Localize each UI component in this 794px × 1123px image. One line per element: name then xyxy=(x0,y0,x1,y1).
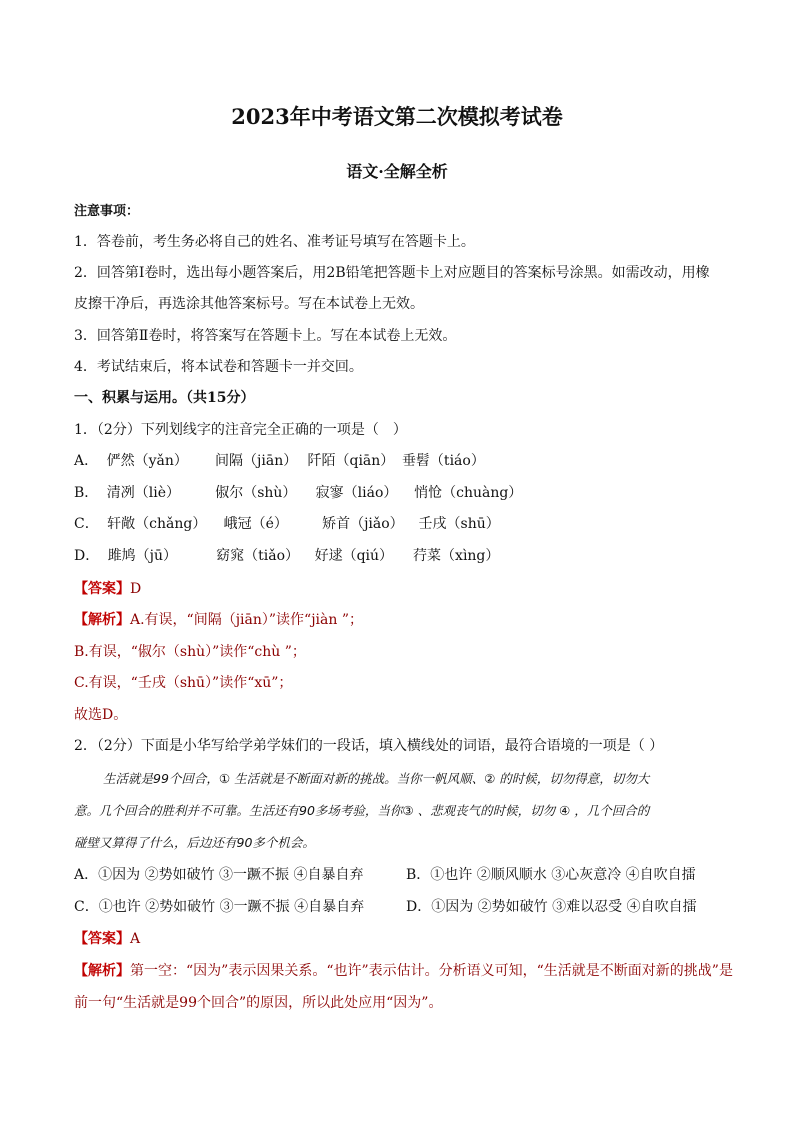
option-label: D． xyxy=(74,548,100,564)
page-title: 2023年中考语文第二次模拟考试卷 xyxy=(231,104,563,129)
q2-passage-line: 意。几个回合的胜利并不可靠。生活还有90多场考验，当你③ 、悲观丧气的时候，切勿 ④ ，几个回合的 xyxy=(74,803,650,818)
page-subtitle: 语文·全解全析 xyxy=(346,162,448,181)
notice-item: 2．回答第Ⅰ卷时，选出每小题答案后，用2B铅笔把答题卡上对应题目的答案标号涂黑。如需改动，用橡 xyxy=(74,265,710,281)
option-item: 寂寥（liáo） xyxy=(315,485,398,501)
option-label: C． xyxy=(74,516,99,532)
q2-options-row xyxy=(74,866,696,884)
section-heading: 一、积累与运用。（共15分） xyxy=(74,390,255,406)
option-item: 清冽（liè） xyxy=(106,485,180,501)
option-item: 轩敞（chǎng） xyxy=(107,516,207,532)
q2-option-b xyxy=(406,866,696,884)
q1-option-c xyxy=(74,515,500,533)
option-item: 俶尔（shù） xyxy=(215,485,297,501)
analysis-text: 故选D。 xyxy=(74,707,128,723)
analysis-tag: 【解析】 xyxy=(74,963,130,979)
option-item: 阡陌（qiān） xyxy=(307,453,395,469)
option-label: C． xyxy=(74,899,99,915)
q1-option-d xyxy=(74,547,499,565)
notice-item: 4．考试结束后，将本试卷和答题卡一并交回。 xyxy=(74,359,363,375)
option-label: D． xyxy=(406,899,432,915)
option-item: 荇菜（xìng） xyxy=(413,548,500,564)
option-item: 好逑（qiú） xyxy=(314,548,394,564)
option-label: A． xyxy=(74,453,99,469)
option-text: ①也许 ②顺风顺水 ③心灰意冷 ④自吹自擂 xyxy=(430,867,696,883)
option-item: 矫首（jiǎo） xyxy=(322,516,404,532)
option-item: 俨然（yǎn） xyxy=(106,453,188,469)
answer-value: A xyxy=(130,931,141,947)
q1-analysis xyxy=(74,611,363,629)
q1-option-b xyxy=(74,484,522,502)
option-item: 窈窕（tiǎo） xyxy=(216,548,300,564)
notice-item: 1．答卷前，考生务必将自己的姓名、准考证号填写在答题卡上。 xyxy=(74,234,475,250)
answer-value: D xyxy=(130,581,142,597)
analysis-text: A.有误，“间隔（jiān）”读作“jiàn ”； xyxy=(130,612,364,628)
option-item: 垂髫（tiáo） xyxy=(401,453,485,469)
q2-answer xyxy=(74,930,140,948)
answer-tag: 【答案】 xyxy=(74,931,130,947)
option-label: B． xyxy=(406,867,431,883)
analysis-tag: 【解析】 xyxy=(74,612,130,628)
option-label: B． xyxy=(74,485,99,501)
analysis-text: 前一句“生活就是99个回合”的原因，所以此处应用“因为”。 xyxy=(74,995,443,1011)
answer-tag: 【答案】 xyxy=(74,581,130,597)
option-item: 悄怆（chuàng） xyxy=(414,485,523,501)
option-item: 壬戌（shū） xyxy=(418,516,500,532)
q2-option-a xyxy=(74,866,406,884)
q2-option-d xyxy=(406,898,697,916)
q2-analysis xyxy=(74,962,733,980)
question-2-stem: 2．（2分）下面是小华写给学弟学妹们的一段话，填入横线处的词语，最符合语境的一项是（ ） xyxy=(74,738,664,754)
question-1-stem: 1．（2分）下列划线字的注音完全正确的一项是（ ） xyxy=(74,422,407,438)
notice-heading: 注意事项： xyxy=(74,204,140,219)
q2-passage-line: 生活就是99个回合，① 生活就是不断面对新的挑战。当你一帆风顺、② 的时候，切勿得意，切勿大 xyxy=(103,771,650,786)
analysis-text: B.有误，“俶尔（shù）”读作“chù ”； xyxy=(74,644,306,660)
q1-option-a xyxy=(74,452,485,470)
notice-item: 皮擦干净后，再选涂其他答案标号。写在本试卷上无效。 xyxy=(74,296,424,312)
q1-answer xyxy=(74,580,141,598)
notice-item: 3．回答第Ⅱ卷时，将答案写在答题卡上。写在本试卷上无效。 xyxy=(74,328,457,344)
q2-option-c xyxy=(74,898,406,916)
option-item: 间隔（jiān） xyxy=(215,453,298,469)
option-text: ①也许 ②势如破竹 ③一蹶不振 ④自暴自弃 xyxy=(98,899,365,915)
analysis-text: C.有误，“壬戌（shū）”读作“xū”； xyxy=(74,675,293,691)
option-item: 雎鸠（jū） xyxy=(107,548,178,564)
option-text: ①因为 ②势如破竹 ③一蹶不振 ④自暴自弃 xyxy=(98,867,364,883)
option-text: ①因为 ②势如破竹 ③难以忍受 ④自吹自擂 xyxy=(431,899,697,915)
q2-passage-line: 碰壁又算得了什么，后边还有90多个机会。 xyxy=(74,835,315,850)
analysis-text: 第一空：“因为”表示因果关系。“也许”表示估计。分析语义可知，“生活就是不断面对新的挑战”是 xyxy=(130,963,733,979)
option-label: A． xyxy=(74,867,99,883)
q2-options-row xyxy=(74,898,697,916)
option-item: 峨冠（é） xyxy=(223,516,288,532)
